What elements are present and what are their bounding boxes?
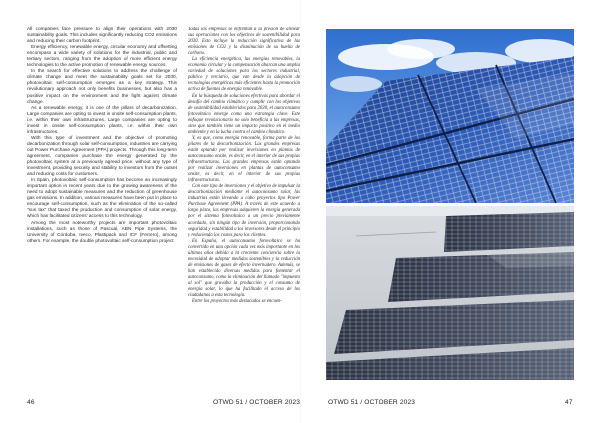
english-text-column (27, 27, 177, 245)
spanish-text-column (188, 27, 300, 383)
paragraph: All companies face pressure to align their operations with 2030 sustainability goals. This includes significantly reducing CO2 emissions and reducing their carbon footprint. (27, 27, 177, 45)
paragraph: Y, es que, como energía renovable, forma parte de los pilares de la descarbonización. Las grandes empresas están optando por realizar inversiones en plantas de autoconsumo onsite, es decir, en el interior de sus propias infraestructuras. Las grandes empresas están optando por realizar inversiones en plantas de autoconsumo onsite, es decir, en el interior de sus propias infraestructuras. (188, 135, 300, 184)
solar-panels-sky-image (326, 29, 574, 203)
magazine-issue-left: OTWD 51 / OCTOBER 2023 (213, 399, 301, 406)
paragraph: With this type of investment and the objective of promoting decarbonization through solar self-consumption, industries are carrying out Power Purchase Agreement (PPA) projects. Through this long-term agreement, companies purchase the energy generated by the photovoltaic system at a previously agreed price, without any type of investment, providing security and stability to investors from the outset and reducing costs for customers. (27, 135, 177, 178)
paragraph: Con este tipo de inversiones y el objetivo de impulsar la descarbonización mediante el autoconsumo solar, las industrias están llevando a cabo proyectos tipo Power Purchase Agreement (PPA). A través de este acuerdo a largo plazo, las empresas adquieren la energía generada por el sistema fotovoltaico a un precio previamente acordado, sin ningún tipo de inversión, proporcionando seguridad y estabilidad a los inversores desde el principio y reduciendo los costes para los clientes. (188, 184, 300, 238)
magazine-issue-right: OTWD 51 / OCTOBER 2023 (328, 399, 416, 406)
paragraph: In Spain, photovoltaic self-consumption has become an increasingly important option in recent years due to the growing awareness of the need to adopt sustainable measures and the reduction of greenhouse gas emissions. In addition, various measures have been put in place to encourage self-consumption, such as the elimination of the so-called "sun tax" that taxed the production and consumption of solar energy, which has facilitated citizens' access to this technology. (27, 178, 177, 220)
page-number-right: 47 (565, 399, 573, 406)
paragraph: En España, el autoconsumo fotovoltaico se ha convertido en una opción cada vez más importante en los últimos años debido a la creciente conciencia sobre la necesidad de adoptar medidas sostenibles y la reducción de emisiones de gases de efecto invernadero. Además, se han establecido diversas medidas para fomentar el autoconsumo, como la eliminación del llamado "impuesto al sol" que gravaba la producción y el consumo de energía solar, lo que ha facilitado el acceso de los ciudadanos a esta tecnología. (188, 238, 300, 299)
paragraph: Entre los proyectos más destacados se encuen- (192, 299, 282, 305)
paragraph: Energy efficiency, renewable energy, circular economy and offsetting encompass a wide variety of solutions for the industrial, public and tertiary sectors, ranging from the adoption of more efficient energy technologies to the active promotion of renewable energy sources. (27, 45, 177, 69)
solar-panels-rooftop-image (326, 206, 574, 380)
paragraph: In the search for effective solutions to address the challenge of climate change and meet the sustainability goals set for 2030, photovoltaic self-consumption emerges as a key strategy. This revolutionary approach not only benefits businesses, but also has a positive impact on the environment and the fight against climate change. (27, 69, 177, 105)
solar-panels-sky-photo (326, 29, 574, 203)
paragraph: As a renewable energy, it is one of the pillars of decarbonization. Large companies are opting to invest in onsite self-consumption plants, i.e. within their own infrastructures. Large companies are opting to invest in onsite self-consumption plants, i.e. within their own infrastructures. (27, 105, 177, 135)
paragraph: Among the most noteworthy projects are important photovoltaic installations, such as those of Pascual, ABN Pipe Systems, the University of Córdoba, Iveco, Plastipack and ICF (Ferrero), among others. For example, the double photovoltaic self-consumption project (27, 220, 177, 244)
paragraph: La eficiencia energética, las energías renovables, la economía circular y la compensación abarcan una amplia variedad de soluciones para los sectores industrial, público y terciario, que van desde la adopción de tecnologías energéticas más eficientes hasta la promoción activa de fuentes de energía renovable. (188, 57, 300, 93)
page-gutter (300, 0, 301, 423)
solar-panels-rooftop-photo (326, 206, 574, 380)
page-number-left: 46 (27, 399, 35, 406)
paragraph: En la búsqueda de soluciones efectivas para abordar el desafío del cambio climático y cumplir con los objetivos de sostenibilidad establecidos para 2030, el autoconsumo fotovoltaico emerge como una estrategia clave. Este enfoque revolucionario no solo beneficia a las empresas, sino que también tiene un impacto positivo en el medio ambiente y en la lucha contra el cambio climático. (188, 93, 300, 135)
paragraph: Todas las empresas se enfrentan a la presión de alinear sus operaciones con los objetivos de sostenibilidad para 2030. Esto incluye la reducción significativa de las emisiones de CO2 y la disminución de su huella de carbono. (188, 27, 300, 57)
